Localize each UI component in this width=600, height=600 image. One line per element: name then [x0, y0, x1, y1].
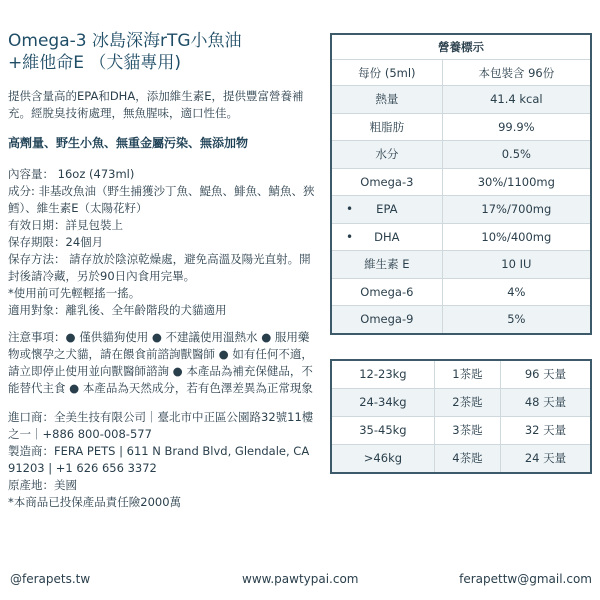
nutrient-value: 99.9% — [442, 113, 591, 141]
dosage-row — [331, 444, 591, 473]
dosage-amount: 1茶匙 — [434, 360, 500, 389]
nutrition-row — [331, 306, 591, 334]
importer: 進口商：全美生技有限公司｜臺北市中正區公園路32號11樓之一｜+886 800-008-577 — [8, 410, 314, 441]
nutrient-name: 水分 — [331, 141, 442, 169]
tables-column — [330, 33, 592, 474]
nutrient-name: Omega-3 — [331, 168, 442, 196]
title-line-1: Omega-3 冰島深海rTG小魚油 — [8, 31, 242, 51]
spec-shelf-life: 保存期限：24個月 — [8, 235, 104, 249]
nutrition-row — [331, 251, 591, 279]
spec-ingredients: 成分: 非基改魚油（野生捕獲沙丁魚、鯷魚、鯡魚、鯖魚、狹鱈）、維生素E（太陽花籽） — [8, 184, 315, 215]
nutrition-title: 營養標示 — [331, 34, 591, 60]
nutrient-name: 維生素 E — [331, 251, 442, 279]
origin: 原產地：美國 — [8, 478, 77, 492]
highlights: 高劑量、野生小魚、無重金屬污染、無添加物 — [8, 136, 249, 150]
nutrition-row — [331, 86, 591, 114]
nutrition-row — [331, 278, 591, 306]
dosage-weight: 35-45kg — [331, 416, 434, 444]
intro-text: 提供含量高的EPA和DHA，添加維生素E，提供豐富營養補充。經脫臭技術處理，無魚腥味，適口性佳。 — [8, 89, 304, 120]
spec-target: 適用對象：離乳後、全年齡階段的犬貓適用 — [8, 303, 227, 317]
dosage-weight: >46kg — [331, 444, 434, 473]
notes: 注意事項：● 僅供貓狗使用 ● 不建議使用溫熱水 ● 服用藥物或懷孕之犬貓，請在餵食前諮詢獸醫師 ● 如有任何不適，請立即停止使用並向獸醫師諮詢 ● 本產品為補充保健品，不能替代主食 ● 本產品為天然成分，若有色澤差異為正常現象 — [8, 330, 313, 395]
dosage-amount: 2茶匙 — [434, 388, 500, 416]
nutrition-row — [331, 168, 591, 196]
nutrient-name: • DHA — [331, 223, 442, 251]
nutrient-name: 熱量 — [331, 86, 442, 114]
servings-per-pack: 本包裝含 96份 — [442, 60, 591, 86]
nutrient-value: 0.5% — [442, 141, 591, 169]
website-link[interactable]: www.pawtypai.com — [242, 572, 359, 586]
dosage-row — [331, 360, 591, 389]
product-info — [8, 30, 318, 523]
nutrient-value: 30%/1100mg — [442, 168, 591, 196]
insurance-note: *本商品已投保產品責任險2000萬 — [8, 495, 182, 509]
dosage-days: 96 天量 — [501, 360, 591, 389]
spec-shake-note: *使用前可先輕輕搖一搖。 — [8, 286, 141, 300]
dosage-days: 32 天量 — [501, 416, 591, 444]
dosage-row — [331, 416, 591, 444]
spec-volume: 內容量： 16oz (473ml) — [8, 167, 135, 181]
title-line-2: +維他命E （犬貓專用) — [8, 53, 182, 73]
dosage-weight: 12-23kg — [331, 360, 434, 389]
nutrient-name: Omega-6 — [331, 278, 442, 306]
dosage-table — [330, 359, 592, 474]
dosage-row — [331, 388, 591, 416]
dosage-weight: 24-34kg — [331, 388, 434, 416]
spec-storage: 保存方法： 請存放於陰涼乾燥處，避免高溫及陽光直射。開封後請冷藏，另於90日內食用完畢。 — [8, 252, 311, 283]
spec-expiry: 有效日期：詳見包裝上 — [8, 218, 123, 232]
dosage-amount: 3茶匙 — [434, 416, 500, 444]
nutrition-row — [331, 113, 591, 141]
nutrition-row — [331, 196, 591, 224]
dosage-days: 48 天量 — [501, 388, 591, 416]
nutrient-name: Omega-9 — [331, 306, 442, 334]
nutrient-value: 4% — [442, 278, 591, 306]
nutrition-table — [330, 33, 592, 335]
nutrient-value: 17%/700mg — [442, 196, 591, 224]
company-info — [8, 409, 318, 511]
nutrient-value: 10 IU — [442, 251, 591, 279]
product-title — [8, 30, 318, 74]
dosage-days: 24 天量 — [501, 444, 591, 473]
social-handle[interactable]: @ferapets.tw — [10, 572, 91, 586]
nutrient-value: 5% — [442, 306, 591, 334]
nutrient-value: 10%/400mg — [442, 223, 591, 251]
dosage-amount: 4茶匙 — [434, 444, 500, 473]
nutrient-name: 粗脂肪 — [331, 113, 442, 141]
nutrition-row — [331, 141, 591, 169]
nutrition-row — [331, 223, 591, 251]
email-link[interactable]: ferapettw@gmail.com — [459, 572, 592, 586]
nutrient-value: 41.4 kcal — [442, 86, 591, 114]
manufacturer: 製造商：FERA PETS | 611 N Brand Blvd, Glendale, CA 91203 | +1 626 656 3372 — [8, 444, 310, 475]
specs-list — [8, 166, 318, 319]
nutrient-name: • EPA — [331, 196, 442, 224]
serving-size: 每份 (5ml) — [331, 60, 442, 86]
